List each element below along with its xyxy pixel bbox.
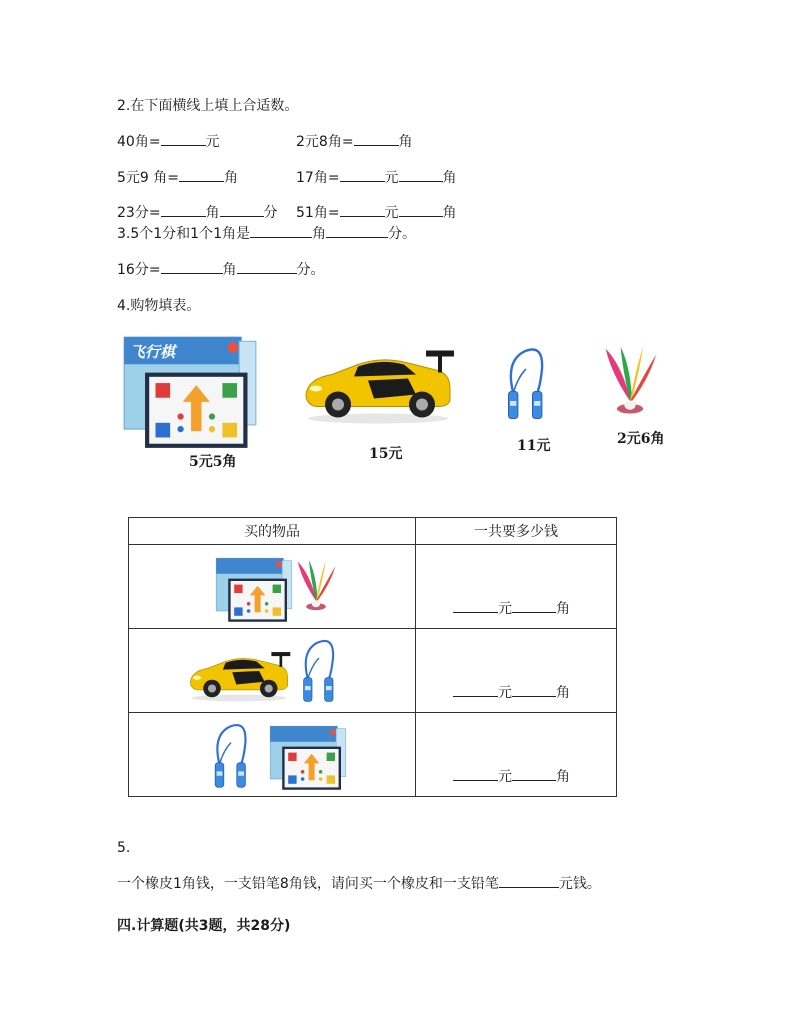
unit-yuan: 元 bbox=[498, 601, 512, 617]
table-row bbox=[129, 545, 617, 629]
answer-blank[interactable] bbox=[179, 167, 224, 182]
answer-blank[interactable] bbox=[340, 167, 385, 182]
answer-blank[interactable] bbox=[161, 202, 206, 217]
q2-row3-b-unit1: 元 bbox=[384, 205, 399, 221]
shuttlecock-image bbox=[600, 345, 660, 420]
q2-row3-b bbox=[296, 202, 457, 222]
jump-rope-icon bbox=[496, 345, 556, 425]
jump-rope-image bbox=[496, 345, 556, 425]
answer-blank[interactable] bbox=[250, 223, 312, 238]
answer-line bbox=[453, 766, 570, 786]
toy-car-icon bbox=[298, 342, 458, 427]
q2-row2-b-unit2: 角 bbox=[442, 170, 457, 186]
answer-blank[interactable] bbox=[512, 766, 556, 781]
q2-row2-b bbox=[296, 167, 457, 187]
unit-jiao: 角 bbox=[556, 601, 570, 617]
items-cell bbox=[129, 713, 416, 797]
price-board-game: 5元5角 bbox=[189, 454, 237, 470]
q2-row3-a bbox=[117, 202, 278, 222]
answer-blank[interactable] bbox=[161, 259, 223, 274]
q3-line1-unit2: 分。 bbox=[388, 226, 416, 242]
price-shuttlecock: 2元6角 bbox=[617, 431, 665, 447]
answer-line bbox=[453, 682, 570, 702]
answer-blank[interactable] bbox=[220, 202, 264, 217]
q3-line1-prefix: 3.5个1分和1个1角是 bbox=[117, 226, 250, 242]
answer-blank[interactable] bbox=[399, 167, 443, 182]
header-items: 买的物品 bbox=[129, 518, 416, 545]
q3-line1 bbox=[117, 223, 416, 243]
answer-blank[interactable] bbox=[512, 598, 556, 613]
q2-row1-b-prefix: 2元8角= bbox=[296, 134, 354, 150]
answer-blank[interactable] bbox=[354, 131, 399, 146]
q2-row2-b-prefix: 17角= bbox=[296, 170, 340, 186]
toy-car-image bbox=[298, 342, 458, 427]
q2-row1-a-unit: 元 bbox=[205, 134, 220, 150]
q4-title: 4.购物填表。 bbox=[117, 298, 201, 314]
answer-blank[interactable] bbox=[237, 259, 297, 274]
q5-text-prefix: 一个橡皮1角钱，一支铅笔8角钱，请问买一个橡皮和一支铅笔 bbox=[117, 876, 499, 892]
answer-blank[interactable] bbox=[453, 766, 498, 781]
table-row bbox=[129, 629, 617, 713]
board-game-image bbox=[120, 335, 260, 450]
total-cell bbox=[416, 713, 617, 797]
board-game-icon bbox=[215, 557, 293, 623]
total-cell bbox=[416, 629, 617, 713]
shuttlecock-icon bbox=[600, 345, 660, 420]
board-game-logo: 飞行棋 bbox=[130, 343, 176, 361]
unit-yuan: 元 bbox=[498, 685, 512, 701]
q2-row1-b-unit: 角 bbox=[398, 134, 413, 150]
price-toy-car: 15元 bbox=[369, 446, 403, 462]
header-total: 一共要多少钱 bbox=[416, 518, 617, 545]
jump-rope-icon bbox=[201, 721, 261, 793]
answer-blank[interactable] bbox=[453, 682, 498, 697]
total-cell bbox=[416, 545, 617, 629]
q2-row1-a-prefix: 40角= bbox=[117, 134, 161, 150]
shopping-table bbox=[128, 517, 617, 797]
answer-blank[interactable] bbox=[399, 202, 443, 217]
answer-blank[interactable] bbox=[326, 223, 388, 238]
unit-jiao: 角 bbox=[556, 685, 570, 701]
q2-row3-b-prefix: 51角= bbox=[296, 205, 340, 221]
q2-row3-a-unit2: 分 bbox=[263, 205, 278, 221]
q5-number: 5. bbox=[117, 840, 131, 856]
shuttlecock-icon bbox=[295, 559, 337, 615]
answer-blank[interactable] bbox=[340, 202, 385, 217]
answer-blank[interactable] bbox=[512, 682, 556, 697]
unit-yuan: 元 bbox=[498, 769, 512, 785]
q2-row2-a-prefix: 5元9 角= bbox=[117, 170, 179, 186]
answer-blank[interactable] bbox=[453, 598, 498, 613]
q2-row3-a-unit1: 角 bbox=[205, 205, 220, 221]
board-game-icon bbox=[269, 725, 347, 791]
jump-rope-icon bbox=[293, 637, 345, 707]
answer-line bbox=[453, 598, 570, 618]
q3-line2 bbox=[117, 259, 325, 279]
q3-line2-unit1: 角 bbox=[222, 262, 237, 278]
q2-row2-b-unit1: 元 bbox=[384, 170, 399, 186]
q5-text bbox=[117, 873, 601, 893]
answer-blank[interactable] bbox=[499, 873, 559, 888]
q2-title: 2.在下面横线上填上合适数。 bbox=[117, 98, 299, 114]
items-cell bbox=[129, 545, 416, 629]
q2-row1-a bbox=[117, 131, 220, 151]
q2-row1-b bbox=[296, 131, 413, 151]
unit-jiao: 角 bbox=[556, 769, 570, 785]
table-header-row bbox=[129, 518, 617, 545]
q3-line1-unit1: 角 bbox=[312, 226, 326, 242]
q3-line2-unit2: 分。 bbox=[296, 262, 325, 278]
table-row bbox=[129, 713, 617, 797]
q2-row3-b-unit2: 角 bbox=[442, 205, 457, 221]
toy-car-icon bbox=[185, 647, 293, 703]
q2-row2-a-unit: 角 bbox=[224, 170, 238, 186]
q3-line2-prefix: 16分= bbox=[117, 262, 161, 278]
answer-blank[interactable] bbox=[161, 131, 206, 146]
q2-row3-a-prefix: 23分= bbox=[117, 205, 161, 221]
section4-title: 四.计算题(共3题，共28分) bbox=[117, 918, 291, 934]
q5-text-suffix: 元钱。 bbox=[558, 876, 601, 892]
q2-row2-a bbox=[117, 167, 238, 187]
items-cell bbox=[129, 629, 416, 713]
price-jump-rope: 11元 bbox=[517, 438, 551, 454]
